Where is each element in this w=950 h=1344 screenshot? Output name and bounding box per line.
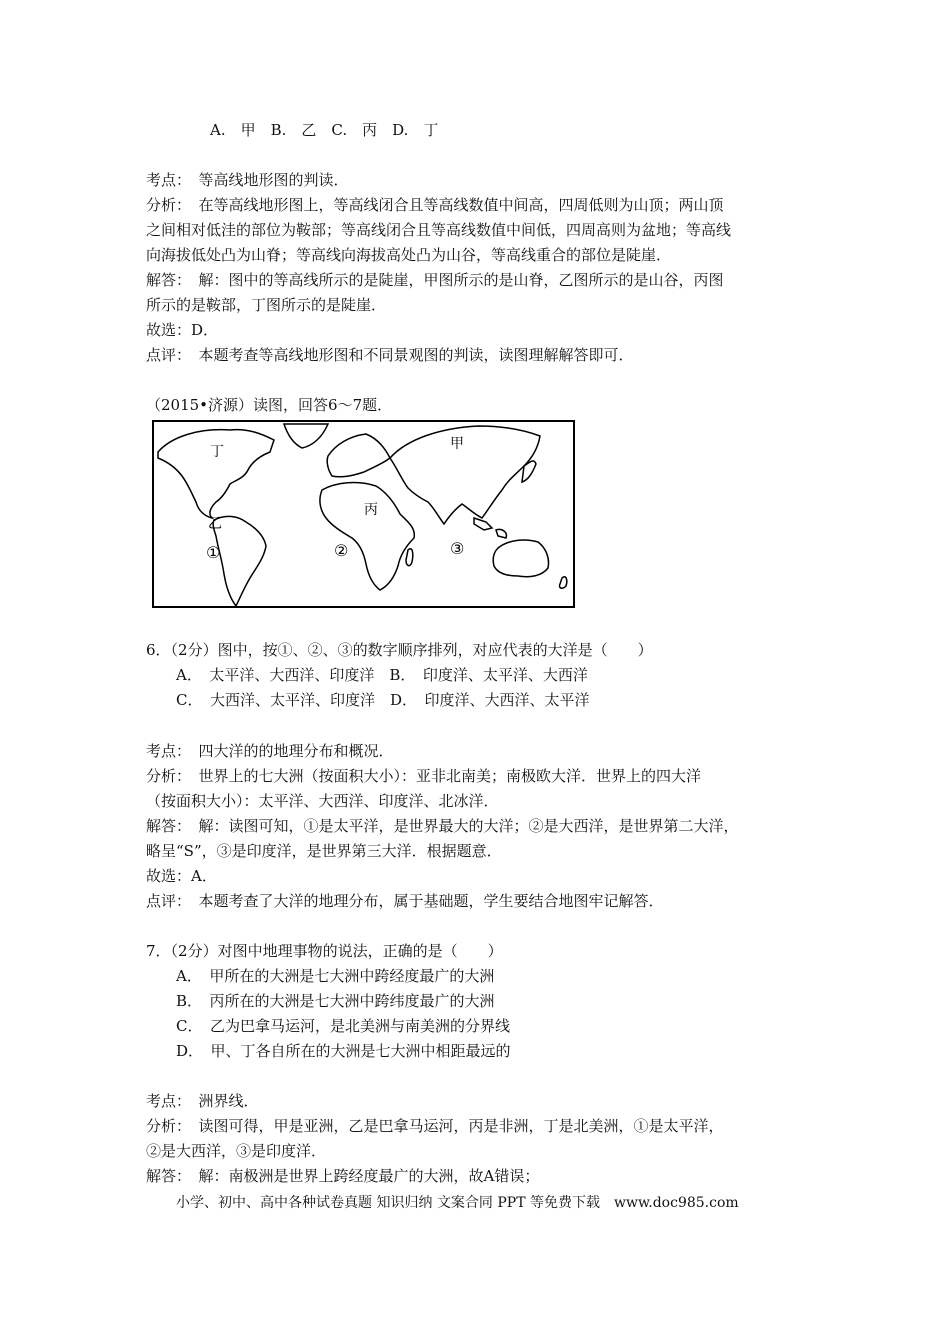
world-map [152, 418, 576, 618]
q6-fenxi-line1: 分析： 世界上的七大洲（按面积大小）：亚非北南美；南极欧大洋．世界上的四大洋 [146, 767, 702, 785]
q5-jieda-line2: 所示的是鞍部，丁图所示的是陡崖． [146, 296, 387, 314]
q6-jieda-line2: 略呈“S”，③是印度洋，是世界第三大洋．根据题意． [146, 842, 502, 860]
q7-jieda-line1: 解答： 解：南极洲是世界上跨经度最广的大洲，故A错误； [146, 1167, 540, 1185]
q7-fenxi-line1: 分析： 读图可得，甲是亚洲，乙是巴拿马运河，丙是非洲，丁是北美洲，①是太平洋， [146, 1117, 724, 1135]
q7-kaodian: 考点： 洲界线． [146, 1092, 259, 1110]
q7-option-a: A． 甲所在的大洲是七大洲中跨经度最广的大洲 [176, 967, 495, 985]
q5-jieda-line1: 解答： 解：图中的等高线所示的是陡崖，甲图所示的是山脊，乙图所示的是山谷，丙图 [146, 271, 724, 289]
map-label-1: ① [206, 543, 221, 562]
q7-fenxi-line2: ②是大西洋，③是印度洋． [146, 1142, 327, 1160]
page-footer: 小学、初中、高中各种试卷真题 知识归纳 文案合同 PPT 等免费下载 www.doc985.com [176, 1195, 739, 1211]
q7-option-c: C． 乙为巴拿马运河，是北美洲与南美洲的分界线 [176, 1017, 510, 1035]
q5-guxuan: 故选：D． [146, 321, 219, 339]
map-label-yi: 乙 [208, 516, 222, 532]
q7-stem: 7．（2分）对图中地理事物的说法，正确的是（ ） [146, 942, 503, 960]
q6-stem: 6．（2分）图中，按①、②、③的数字顺序排列，对应代表的大洋是（ ） [146, 641, 653, 659]
q6-kaodian: 考点： 四大洋的的地理分布和概况． [146, 742, 394, 760]
map-label-ding: 丁 [210, 444, 224, 460]
q7-option-d: D． 甲、丁各自所在的大洲是七大洲中相距最远的 [176, 1042, 511, 1060]
map-label-bing: 丙 [364, 502, 378, 518]
map-label-3: ③ [450, 539, 465, 558]
q6-options-ab: A． 太平洋、大西洋、印度洋 B． 印度洋、太平洋、大西洋 [176, 666, 588, 684]
q6-fenxi-line2: （按面积大小）：太平洋、大西洋、印度洋、北冰洋． [146, 792, 499, 810]
q5-fenxi-line2: 之间相对低洼的部位为鞍部；等高线闭合且等高线数值中间低，四周高则为盆地；等高线 [146, 221, 732, 239]
q5-kaodian: 考点： 等高线地形图的判读． [146, 171, 349, 189]
q6-options-cd: C． 大西洋、太平洋、印度洋 D． 印度洋、大西洋、太平洋 [176, 691, 590, 709]
q6-guxuan: 故选：A． [146, 867, 217, 885]
map-label-2: ② [334, 541, 349, 560]
q5-fenxi-line1: 分析： 在等高线地形图上，等高线闭合且等高线数值中间高，四周低则为山顶；两山顶 [146, 196, 724, 214]
q5-options: A. 甲 B. 乙 C. 丙 D. 丁 [210, 121, 439, 139]
q7-option-b: B． 丙所在的大洲是七大洲中跨纬度最广的大洲 [176, 992, 495, 1010]
q6-jieda-line1: 解答： 解：读图可知，①是太平洋，是世界最大的大洋；②是大西洋，是世界第二大洋， [146, 817, 739, 835]
intro-text: （2015•济源）读图，回答6～7题． [146, 396, 393, 414]
q5-fenxi-line3: 向海拔低处凸为山脊；等高线向海拔高处凸为山谷，等高线重合的部位是陡崖． [146, 246, 672, 264]
map-label-jia: 甲 [450, 436, 464, 452]
q6-dianping: 点评： 本题考查了大洋的地理分布，属于基础题，学生要结合地图牢记解答． [146, 892, 664, 910]
q5-dianping: 点评： 本题考查等高线地形图和不同景观图的判读，读图理解解答即可． [146, 346, 634, 364]
